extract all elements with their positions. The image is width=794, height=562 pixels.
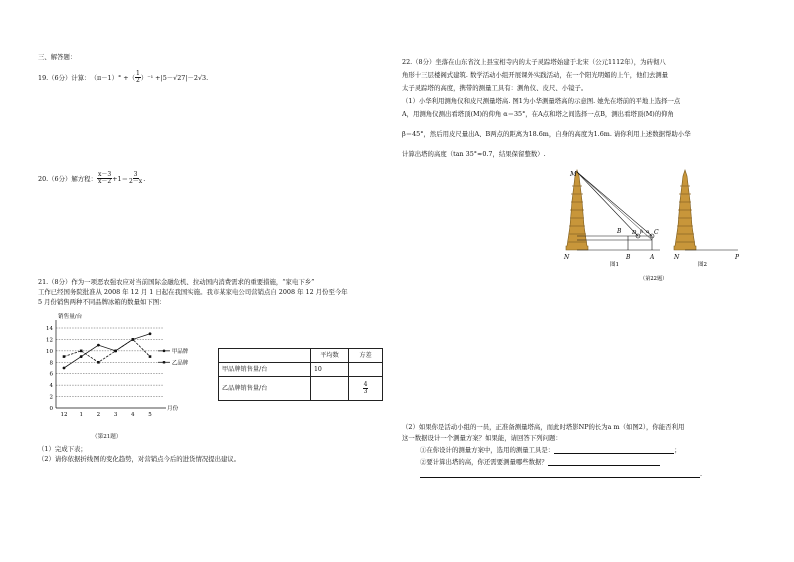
row-yi-variance [349,377,383,401]
fig1-caption: 图1 [610,262,619,268]
q20-prompt: 解方程： [71,174,97,183]
q22-figures [560,166,750,286]
table-row [219,363,383,377]
table-header-mean: 平均数 [311,349,349,363]
fig1-label-C: C [654,229,659,236]
x-tick-label: 4 [131,412,135,418]
x-axis-label: 月份 [167,406,179,412]
yi-var-num: 4 [363,381,368,388]
x-tick-label: 1 [79,412,83,418]
q20-lhs-den: x－2 [97,178,112,185]
legend-label-2: 乙品牌 [172,360,189,367]
answer-blank-1[interactable] [554,453,674,454]
data-point-series-2 [132,338,135,341]
q19-frac-den: 2 [136,77,140,84]
data-point-series-2 [149,355,152,358]
data-point-series-1 [97,344,100,347]
q20-rhs-num: 3 [133,171,138,178]
q22-part2-q2-text: ②要计算出塔的高，你还需要测量哪些数据？ [420,458,548,466]
y-tick-label: 8 [49,360,53,367]
q19-expr-a: （π－1）° +（ [90,73,135,82]
q20-number: 20.（6分） [38,174,72,183]
q22-part2-line1: （2）如果你是活动小组的一员，正准备测量塔高，而此时塔影NP的长为a m（如图2），你能否利用 [402,423,685,431]
q22-line3: 太子灵踪塔的高度，携带的测量工具有：测角仪、皮尺、小镜子。 [402,84,588,92]
table-header-variance: 方差 [349,349,383,363]
q22-part2-q2-end: . [700,470,703,478]
q22-line4: （1）小华利用测角仪和皮尺测量塔高. 图1为小华测量塔高的示意图. 她先在塔前的平地上选择一点 [402,97,681,105]
answer-blank-3[interactable] [420,477,700,478]
q20-end: . [143,174,146,183]
data-point-series-1 [63,367,66,370]
y-axis-label: 销售量/台 [58,314,83,320]
yi-variance-fraction [363,382,369,395]
y-tick-label: 2 [49,394,53,401]
data-point-series-1 [149,332,152,335]
tower-1-picture [566,170,588,250]
q22-part2-q2-line2 [420,470,702,478]
yi-var-den: 3 [363,388,368,395]
x-tick-label: 3 [113,412,118,418]
q22-part2-q1-end: ； [674,446,681,454]
q20-rhs-den: 2－x [128,178,143,185]
data-point-series-2 [80,350,83,353]
fig1-label-B-upper: B [617,228,622,235]
q22-part2-q2 [420,458,660,466]
answer-blank-2[interactable] [548,465,660,466]
q20-lhs-num: x－3 [97,171,112,178]
q20-lhs-fraction [97,172,112,185]
q21-line3: 5 月份销售两种不同品牌冰箱的数量如下图： [38,298,166,306]
row-jia-variance [349,363,383,377]
y-tick-label: 4 [49,383,53,390]
data-point-series-2 [63,355,66,358]
q22-part2-line2: 这一数据设计一个测量方案？如果能，请回答下列问题： [402,434,562,442]
data-point-series-1 [80,355,83,358]
fig1-label-alpha: α [646,229,650,235]
data-point-series-2 [114,350,117,353]
x-tick-label: 2 [96,412,101,418]
fig1-label-M: M [570,170,577,178]
q22-line1: 22.（8分）坐落在山东省汶上县宝相寺内的太子灵踪塔始建于北宋（公元1112年），为砖彻八 [402,58,666,66]
x-tick-label: 5 [148,412,152,418]
row-jia-mean: 10 [311,363,349,377]
y-tick-label: 14 [46,326,53,332]
y-tick-label: 0 [49,406,53,412]
q22-line5: A，用测角仪测出看塔顶(M)的仰角 α＝35°，在A点和塔之间选择一点B，测出看塔顶(M)的仰角 [402,110,674,118]
q22-line6: β＝45°，然后用皮尺量出A、B两点的距离为18.6m，自身的高度为1.6m. 请你利用上述数据帮助小华 [402,130,691,138]
question-20 [38,172,145,185]
data-point-series-2 [97,361,100,364]
q19-frac-num: 1 [136,70,140,77]
fig1-label-A: A [650,254,655,261]
tower-2-picture [674,170,696,250]
fig-caption: （第22题） [640,276,668,282]
legend-label-1: 甲品牌 [172,348,189,355]
legend-marker-2 [163,361,165,363]
y-tick-label: 12 [46,337,53,344]
fig2-label-N: N [674,254,680,261]
q21-caption: （第21题） [92,434,122,440]
fig2-label-P: P [735,254,740,261]
table-header-cell [219,349,311,363]
fig1-label-beta: β [640,229,643,235]
q19-number: 19.（6分） [38,73,72,82]
q19-prompt: 计算： [71,73,91,82]
fig1-label-D: D [632,230,637,236]
table-header-row [219,349,383,363]
q22-line2: 角形十三层楼阁式建筑. 数学活动小组开展课外实践活动，在一个阳光明媚的上午，他们去测量 [402,71,669,79]
q21-line-chart [36,310,216,434]
q19-expr-b: ）⁻¹ +|5－√27|－2√3. [140,73,209,82]
q20-rhs-fraction [128,171,146,185]
row-yi-mean [311,377,349,401]
q20-mid: +1＝ [112,174,128,183]
y-tick-label: 10 [46,348,53,355]
question-19 [38,71,208,84]
fig1-label-N: N [564,254,570,261]
legend-marker-1 [163,350,166,353]
x-tick-label: 12 [60,412,68,418]
q22-part2-q1 [420,446,681,454]
q21-task2: （2）请你依据折线图的变化趋势，对营销点今后的进货情况提出建议。 [38,455,241,463]
q21-stats-table [218,348,383,401]
q21-task1: （1）完成下表； [38,445,87,453]
q21-line2: 工作已经国务院批准从 2008 年 12 月 1 日起在我国实施。我市某家电公司营销点自 2008 年 12 月份至今年 [38,288,348,296]
section-heading: 三、解答题： [38,53,77,61]
q22-part2-q1-text: ①在你设计的测量方案中，选用的测量工具是： [420,446,555,454]
table-row [219,377,383,401]
fig1-label-B: B [626,254,631,261]
y-tick-label: 6 [49,371,53,378]
row-label-yi: 乙品牌销售量/台 [219,377,311,401]
q21-line1: 21.（8分）作为一项恶农强农应对当前国际金融危机、拉动国内消费需求的重要措施，“家电下乡” [38,278,315,286]
fig2-caption: 图2 [698,262,707,268]
q22-line7: 计算出塔的高度（tan 35°≈0.7，结果保留整数）. [402,150,546,158]
row-label-jia: 甲品牌销售量/台 [219,363,311,377]
